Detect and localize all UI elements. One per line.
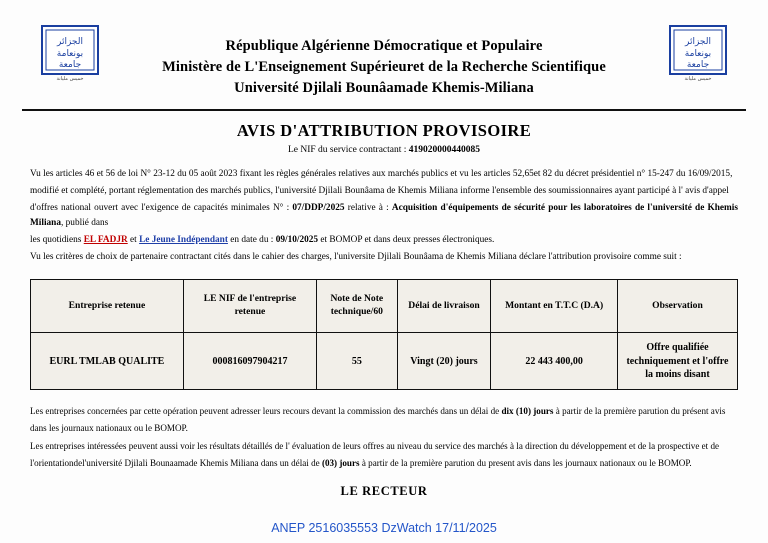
col-header-nif: LE NIF de l'entreprise retenue — [183, 280, 316, 333]
header-line-1: République Algérienne Démocratique et Populaire — [225, 38, 543, 54]
footer-paragraphs — [22, 404, 746, 469]
university-seal-right-icon — [662, 22, 734, 84]
award-table-wrapper — [30, 279, 738, 390]
recourse-paragraph-cont: dans les journaux nationaux ou le BOMOP. — [30, 423, 188, 434]
intro-line-2: modifié et complété, portant réglementation des marchés publics, l'université Djilali Bounâama de Khemis Miliana informe l'ensemble des soumissionnaires ayant participé à l' avis d'appel — [30, 186, 729, 197]
results-paragraph-cont — [30, 456, 738, 470]
svg-text:جامعة: جامعة — [58, 60, 82, 70]
svg-text:بونعامة: بونعامة — [56, 49, 84, 59]
svg-text:جامعة: جامعة — [686, 60, 710, 70]
recourse-paragraph — [30, 404, 738, 418]
tender-number: 07/DDP/2025 — [292, 203, 345, 214]
publication-date-label: en date du : — [227, 235, 276, 246]
col-header-observation: Observation — [617, 280, 737, 333]
document-header — [22, 18, 746, 99]
newspaper-le-jeune-independant: Le Jeune Indépendant — [139, 235, 228, 246]
nif-value: 419020000440085 — [408, 145, 481, 156]
intro-line-1: Vu les articles 46 et 56 de loi N° 23-12 du 05 août 2023 fixant les règles générales relatives aux marchés publics et vu les articles 52,65et 82 du décret présidentiel n° 15-247 du 16/09/2015, — [30, 169, 733, 180]
col-header-delai-livraison: Délai de livraison — [397, 280, 491, 333]
table-header-row — [31, 280, 738, 333]
intro-line-3-pre: d'offres national ouvert avec l'exigence de capacités minimales N° : — [30, 203, 293, 214]
university-seal-left-icon — [34, 22, 106, 84]
newspaper-el-fadjr: EL FADJR — [83, 235, 128, 246]
svg-text:خميس مليانة: خميس مليانة — [56, 76, 84, 82]
recourse-pre: Les entreprises concernées par cette opération peuvent adresser leurs recours devant la commission des marchés dans un délai de — [30, 406, 502, 417]
cell-observation: Offre qualifiée techniquement et l'offre la moins disant — [617, 333, 737, 390]
page-title: AVIS D'ATTRIBUTION PROVISOIRE — [236, 121, 532, 141]
newspapers-and: et — [127, 235, 140, 246]
header-line-2: Ministère de L'Enseignement Supérieuret de la Recherche Scientifique — [162, 59, 606, 76]
recourse-delay: dix (10) jours — [501, 406, 554, 417]
recourse-mid: à partir de la première parution du présent avis — [553, 406, 726, 417]
table-row — [31, 333, 738, 390]
header-divider — [22, 109, 746, 111]
intro-line-3 — [30, 201, 738, 231]
svg-text:بونعامة: بونعامة — [684, 49, 712, 59]
award-table — [30, 279, 738, 390]
contracting-service-nif — [22, 145, 746, 155]
anep-reference: ANEP 2516035553 DzWatch 17/11/2025 — [271, 521, 497, 535]
intro-line-3-mid: relative à : — [344, 203, 392, 214]
header-line-3: Université Djilali Bounâamade Khemis-Miliana — [234, 80, 534, 97]
col-header-entreprise: Entreprise retenue — [31, 280, 184, 333]
results-paragraph: Les entreprises intéressées peuvent aussi voir les résultats détaillés de l' évaluation de leurs offres au niveau du service des marchés à la direction du développement et de la prospective et de — [30, 440, 720, 451]
intro-line-3-post: , publié dans — [61, 218, 109, 229]
cell-entreprise: EURL TMLAB QUALITE — [31, 333, 184, 390]
newspapers-post: et BOMOP et dans deux presses électroniques. — [318, 235, 495, 246]
cell-delai-livraison: Vingt (20) jours — [397, 333, 491, 390]
svg-text:الجزائر: الجزائر — [57, 37, 83, 47]
cell-montant-ttc: 22 443 400,00 — [491, 333, 618, 390]
cell-nif: 000816097904217 — [183, 333, 316, 390]
svg-text:خميس مليانة: خميس مليانة — [684, 76, 712, 82]
cell-note-technique: 55 — [317, 333, 398, 390]
results-post: à partir de la première parution du present avis dans les journaux nationaux ou le BOMOP. — [359, 457, 692, 468]
results-mid: l'orientationdel'université Djilali Bounaamade Khemis Miliana dans un délai de — [30, 457, 322, 468]
svg-text:الجزائر: الجزائر — [685, 37, 711, 47]
signature-rector: LE RECTEUR — [340, 483, 428, 498]
nif-label: Le NIF du service contractant : — [287, 145, 407, 156]
newspapers-pre: les quotidiens — [30, 235, 84, 246]
col-header-note-technique: Note de Note technique/60 — [317, 280, 398, 333]
intro-line-4 — [30, 233, 738, 248]
publication-date: 09/10/2025 — [275, 235, 319, 246]
header-title-block — [106, 22, 662, 99]
col-header-montant-ttc: Montant en T.T.C (D.A) — [491, 280, 618, 333]
intro-paragraphs — [22, 167, 746, 265]
tender-object: Acquisition d'équipements de sécurité pour les laboratoires de l'université de Khemis Miliana — [30, 203, 738, 229]
intro-line-5: Vu les critères de choix de partenaire contractant cités dans le cahier des charges, l'universite Djilali Bounâama de Khemis Miliana déclare l'attribution provisoire comme suit : — [30, 252, 682, 263]
results-delay: (03) jours — [321, 457, 360, 468]
